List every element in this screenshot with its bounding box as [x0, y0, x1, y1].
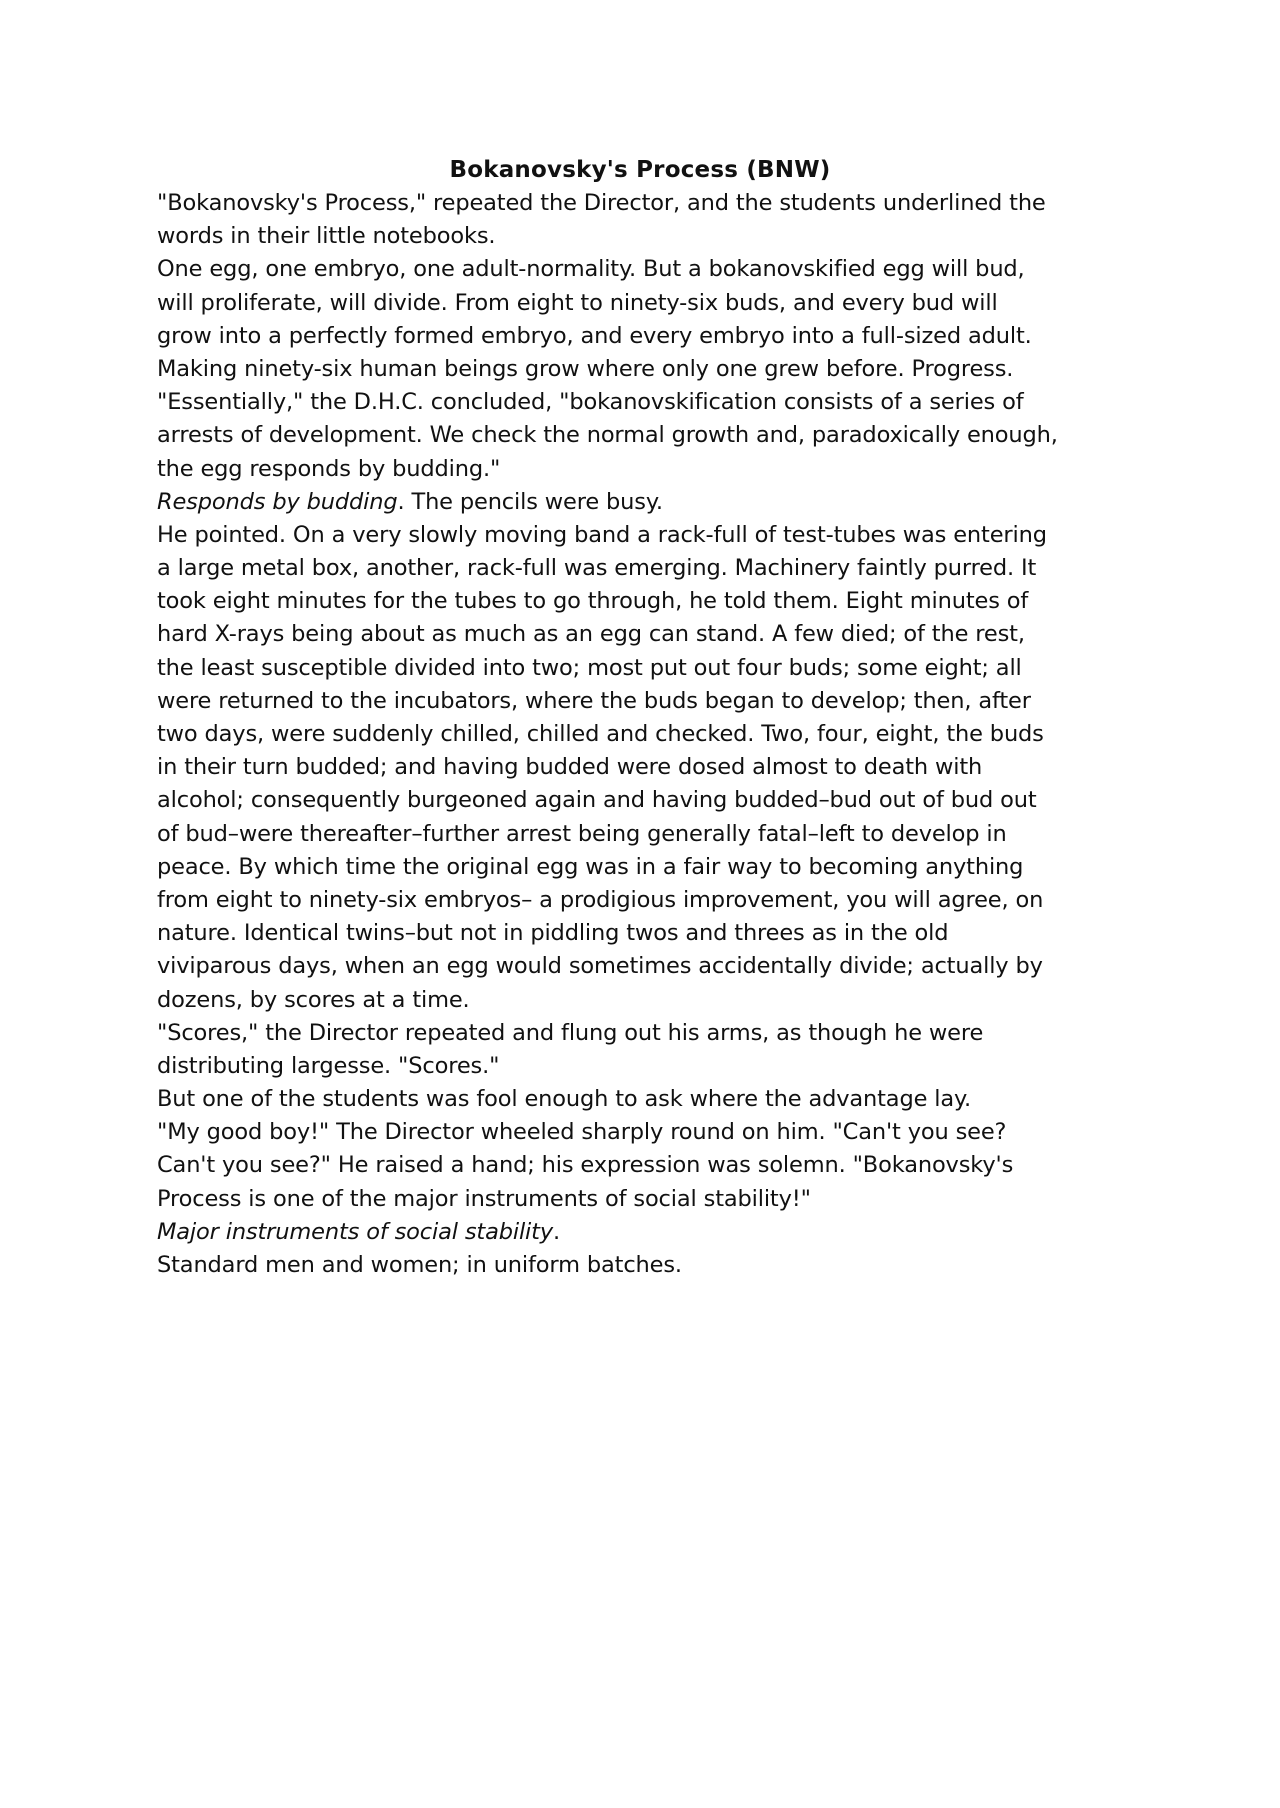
line-text: a large metal box, another, rack-full was emerging. Machinery faintly purred. It [157, 555, 1037, 582]
line-text: took eight minutes for the tubes to go through, he told them. Eight minutes of [157, 588, 1029, 615]
line-text: . [553, 1218, 561, 1245]
italic-emphasis: Responds by budding [157, 488, 398, 515]
document-title: Bokanovsky's Process (BNW) [449, 157, 831, 183]
text-line [157, 950, 1157, 983]
line-text: peace. By which time the original egg was in a fair way to becoming anything [157, 853, 1024, 880]
text-line [157, 320, 1157, 353]
text-line [157, 1017, 1157, 1050]
text-line [157, 486, 1157, 519]
text-line [157, 519, 1157, 552]
line-text: words in their little notebooks. [157, 223, 496, 250]
text-line [157, 353, 1157, 386]
text-line [157, 1183, 1157, 1216]
line-text: "Bokanovsky's Process," repeated the Director, and the students underlined the [157, 190, 1046, 216]
line-text: were returned to the incubators, where the buds began to develop; then, after [157, 687, 1031, 714]
line-text: in their turn budded; and having budded were dosed almost to death with [157, 754, 983, 781]
line-text: Making ninety-six human beings grow where only one grew before. Progress. [157, 355, 1014, 382]
line-text: distributing largesse. "Scores." [157, 1052, 500, 1079]
line-text: Process is one of the major instruments of social stability!" [157, 1185, 811, 1212]
line-text: . The pencils were busy. [397, 488, 663, 515]
text-line [157, 652, 1157, 685]
text-line [157, 851, 1157, 884]
text-line [157, 718, 1157, 751]
text-line [157, 585, 1157, 618]
text-line [157, 784, 1157, 817]
text-line [157, 1216, 1157, 1249]
document-body [157, 187, 1157, 1282]
text-line [157, 287, 1157, 320]
line-text: dozens, by scores at a time. [157, 986, 470, 1013]
line-text: "Scores," the Director repeated and flung out his arms, as though he were [157, 1019, 984, 1046]
text-line [157, 1116, 1157, 1149]
line-text: two days, were suddenly chilled, chilled and checked. Two, four, eight, the buds [157, 721, 1044, 747]
text-line [157, 884, 1157, 917]
line-text: hard X-rays being about as much as an egg can stand. A few died; of the rest, [157, 621, 1025, 648]
text-line [157, 220, 1157, 253]
text-line [157, 386, 1157, 419]
text-line [157, 818, 1157, 851]
line-text: arrests of development. We check the normal growth and, paradoxically enough, [157, 422, 1058, 449]
text-line [157, 253, 1157, 286]
text-line [157, 917, 1157, 950]
text-line [157, 552, 1157, 585]
italic-emphasis: Major instruments of social stability [157, 1218, 554, 1245]
line-text: alcohol; consequently burgeoned again and having budded–bud out of bud out [157, 787, 1037, 814]
line-text: the egg responds by budding." [157, 455, 501, 482]
line-text: nature. Identical twins–but not in piddling twos and threes as in the old [157, 920, 949, 947]
text-line [157, 187, 1157, 220]
line-text: the least susceptible divided into two; most put out four buds; some eight; all [157, 654, 1022, 681]
line-text: He pointed. On a very slowly moving band a rack-full of test-tubes was entering [157, 521, 1047, 548]
line-text: But one of the students was fool enough to ask where the advantage lay. [157, 1086, 971, 1113]
line-text: Can't you see?" He raised a hand; his expression was solemn. "Bokanovsky's [157, 1152, 1014, 1179]
line-text: viviparous days, when an egg would sometimes accidentally divide; actually by [157, 953, 1043, 980]
line-text: One egg, one embryo, one adult-normality. But a bokanovskified egg will bud, [157, 256, 1025, 283]
line-text: grow into a perfectly formed embryo, and every embryo into a full-sized adult. [157, 322, 1032, 349]
line-text: "My good boy!" The Director wheeled sharply round on him. "Can't you see? [157, 1119, 1007, 1146]
line-text: Standard men and women; in uniform batches. [157, 1252, 682, 1278]
text-line [157, 984, 1157, 1017]
text-line [157, 419, 1157, 452]
text-line [157, 1050, 1157, 1083]
text-line [157, 1083, 1157, 1116]
text-line [157, 751, 1157, 784]
line-text: will proliferate, will divide. From eight to ninety-six buds, and every bud will [157, 289, 998, 316]
text-line [157, 618, 1157, 651]
line-text: from eight to ninety-six embryos– a prodigious improvement, you will agree, on [157, 886, 1044, 913]
text-line [157, 1249, 1157, 1282]
text-line [157, 1149, 1157, 1182]
line-text: "Essentially," the D.H.C. concluded, "bokanovskification consists of a series of [157, 389, 1024, 416]
line-text: of bud–were thereafter–further arrest being generally fatal–left to develop in [157, 820, 1007, 847]
text-line [157, 453, 1157, 486]
text-line [157, 685, 1157, 718]
